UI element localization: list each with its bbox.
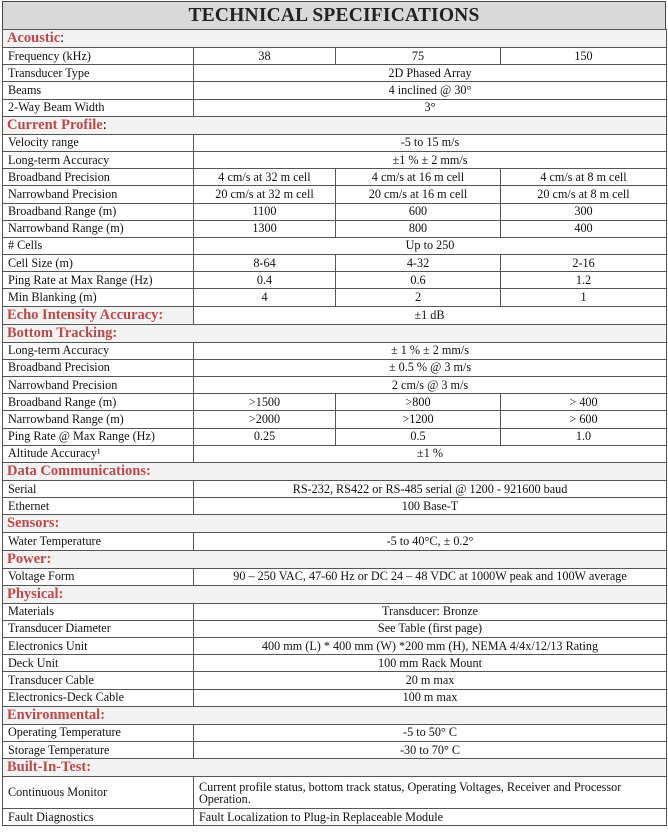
spec-label: Ethernet xyxy=(3,498,194,515)
section-title xyxy=(3,462,667,480)
spec-row xyxy=(3,620,667,637)
spec-value: 20 cm/s at 8 m cell xyxy=(501,186,667,203)
spec-row xyxy=(3,498,667,515)
spec-value: 600 xyxy=(336,203,501,220)
spec-value: -30 to 70° C xyxy=(194,742,667,759)
spec-label: Transducer Type xyxy=(3,65,194,82)
spec-label: Electronics-Deck Cable xyxy=(3,689,194,706)
spec-value: 0.5 xyxy=(336,428,501,445)
spec-value: See Table (first page) xyxy=(194,620,667,637)
spec-label: Altitude Accuracy¹ xyxy=(3,445,194,462)
spec-row xyxy=(3,48,667,65)
spec-row xyxy=(3,237,667,254)
spec-label: Narrowband Precision xyxy=(3,186,194,203)
spec-value: 100 mm Rack Mount xyxy=(194,655,667,672)
section-header xyxy=(3,515,667,533)
section-header xyxy=(3,324,667,342)
spec-value: ± 1 % ± 2 mm/s xyxy=(194,342,667,359)
spec-value: 1.0 xyxy=(501,428,667,445)
spec-row xyxy=(3,655,667,672)
spec-row xyxy=(3,203,667,220)
spec-value: 4 cm/s at 8 m cell xyxy=(501,169,667,186)
spec-label: Beams xyxy=(3,82,194,99)
spec-label: Electronics Unit xyxy=(3,638,194,655)
spec-value: 90 – 250 VAC, 47-60 Hz or DC 24 – 48 VDC at 1000W peak and 100W average xyxy=(194,568,667,585)
spec-label: Serial xyxy=(3,480,194,497)
section-header xyxy=(3,30,667,48)
section-name: Power: xyxy=(7,550,52,567)
spec-row xyxy=(3,134,667,151)
section-title xyxy=(3,585,667,603)
spec-label: Voltage Form xyxy=(3,568,194,585)
spec-value: 2 cm/s @ 3 m/s xyxy=(194,377,667,394)
spec-value: 150 xyxy=(501,48,667,65)
spec-row xyxy=(3,568,667,585)
section-header xyxy=(3,306,667,324)
section-name: Acoustic xyxy=(7,30,61,46)
spec-row xyxy=(3,638,667,655)
spec-row xyxy=(3,377,667,394)
spec-value: -5 to 40°C, ± 0.2° xyxy=(194,533,667,550)
spec-row xyxy=(3,533,667,550)
spec-label: Continuous Monitor xyxy=(3,777,194,809)
spec-value: -5 to 50° C xyxy=(194,724,667,741)
spec-row xyxy=(3,65,667,82)
section-title xyxy=(3,759,667,777)
spec-value: 0.4 xyxy=(194,272,336,289)
section-value: ±1 dB xyxy=(194,306,667,324)
spec-row xyxy=(3,289,667,306)
spec-value: 20 m max xyxy=(194,672,667,689)
spec-label: Transducer Cable xyxy=(3,672,194,689)
spec-row xyxy=(3,342,667,359)
section-header xyxy=(3,462,667,480)
spec-value: 8-64 xyxy=(194,255,336,272)
spec-label: Broadband Range (m) xyxy=(3,394,194,411)
section-header xyxy=(3,550,667,568)
spec-value: 1.2 xyxy=(501,272,667,289)
spec-row xyxy=(3,411,667,428)
spec-value: > 400 xyxy=(501,394,667,411)
section-colon: : xyxy=(60,30,65,46)
spec-row xyxy=(3,777,667,809)
spec-label: 2-Way Beam Width xyxy=(3,99,194,116)
section-header xyxy=(3,116,667,134)
spec-row xyxy=(3,82,667,99)
spec-row xyxy=(3,428,667,445)
section-name: Physical: xyxy=(7,585,64,602)
spec-row xyxy=(3,359,667,376)
spec-value: >800 xyxy=(336,394,501,411)
spec-value: 100 m max xyxy=(194,689,667,706)
spec-value: ±1 % xyxy=(194,445,667,462)
spec-value: >1500 xyxy=(194,394,336,411)
spec-label: Cell Size (m) xyxy=(3,255,194,272)
section-title xyxy=(3,515,667,533)
spec-value: 2 xyxy=(336,289,501,306)
spec-label: Narrowband Range (m) xyxy=(3,411,194,428)
spec-value: 400 mm (L) * 400 mm (W) *200 mm (H), NEMA 4/4x/12/13 Rating xyxy=(194,638,667,655)
spec-label: Materials xyxy=(3,603,194,620)
section-name: Sensors: xyxy=(7,515,60,532)
spec-value: 100 Base-T xyxy=(194,498,667,515)
spec-row xyxy=(3,445,667,462)
spec-value: >2000 xyxy=(194,411,336,428)
spec-value: RS-232, RS422 or RS-485 serial @ 1200 - 921600 baud xyxy=(194,480,667,497)
spec-label: Broadband Precision xyxy=(3,169,194,186)
spec-row xyxy=(3,672,667,689)
spec-table xyxy=(2,29,667,826)
spec-row xyxy=(3,186,667,203)
section-header xyxy=(3,585,667,603)
section-title xyxy=(3,116,667,134)
spec-label: Ping Rate at Max Range (Hz) xyxy=(3,272,194,289)
spec-value: 4 inclined @ 30° xyxy=(194,82,667,99)
spec-label: Narrowband Precision xyxy=(3,377,194,394)
spec-row xyxy=(3,394,667,411)
spec-row xyxy=(3,151,667,168)
spec-row xyxy=(3,255,667,272)
spec-label: Transducer Diameter xyxy=(3,620,194,637)
spec-value: 4 xyxy=(194,289,336,306)
spec-label: Ping Rate @ Max Range (Hz) xyxy=(3,428,194,445)
spec-value: 0.25 xyxy=(194,428,336,445)
spec-row xyxy=(3,480,667,497)
section-title xyxy=(3,706,667,724)
spec-label: Long-term Accuracy xyxy=(3,342,194,359)
section-title xyxy=(3,30,667,48)
spec-value: 300 xyxy=(501,203,667,220)
spec-row xyxy=(3,689,667,706)
section-name: Built-In-Test: xyxy=(7,759,92,776)
spec-value: 4 cm/s at 32 m cell xyxy=(194,169,336,186)
spec-value: ± 0.5 % @ 3 m/s xyxy=(194,359,667,376)
spec-value: ±1 % ± 2 mm/s xyxy=(194,151,667,168)
section-title xyxy=(3,324,667,342)
page-title: TECHNICAL SPECIFICATIONS xyxy=(2,1,666,29)
spec-label: Deck Unit xyxy=(3,655,194,672)
spec-label: Operating Temperature xyxy=(3,724,194,741)
spec-value: 400 xyxy=(501,220,667,237)
spec-label: Broadband Precision xyxy=(3,359,194,376)
spec-label: Min Blanking (m) xyxy=(3,289,194,306)
spec-row xyxy=(3,99,667,116)
spec-label: Long-term Accuracy xyxy=(3,151,194,168)
spec-row xyxy=(3,724,667,741)
section-header xyxy=(3,759,667,777)
spec-value: 1300 xyxy=(194,220,336,237)
spec-value: 2D Phased Array xyxy=(194,65,667,82)
spec-value: 75 xyxy=(336,48,501,65)
spec-value: 20 cm/s at 16 m cell xyxy=(336,186,501,203)
section-name: Environmental: xyxy=(7,706,106,723)
section-colon: : xyxy=(102,116,107,133)
section-title xyxy=(3,550,667,568)
spec-row xyxy=(3,742,667,759)
spec-label: Narrowband Range (m) xyxy=(3,220,194,237)
spec-row xyxy=(3,603,667,620)
spec-label: # Cells xyxy=(3,237,194,254)
spec-value: -5 to 15 m/s xyxy=(194,134,667,151)
spec-value: 2-16 xyxy=(501,255,667,272)
spec-label: Broadband Range (m) xyxy=(3,203,194,220)
spec-value: 1 xyxy=(501,289,667,306)
section-header xyxy=(3,706,667,724)
spec-value: 800 xyxy=(336,220,501,237)
spec-value: Up to 250 xyxy=(194,237,667,254)
spec-value: 3° xyxy=(194,99,667,116)
spec-value: Fault Localization to Plug-in Replaceable Module xyxy=(194,809,667,826)
spec-sheet xyxy=(2,1,666,826)
spec-value: 4 cm/s at 16 m cell xyxy=(336,169,501,186)
spec-label: Frequency (kHz) xyxy=(3,48,194,65)
spec-value: 20 cm/s at 32 m cell xyxy=(194,186,336,203)
spec-value: >1200 xyxy=(336,411,501,428)
section-title: Echo Intensity Accuracy: xyxy=(3,306,194,324)
spec-value: 0.6 xyxy=(336,272,501,289)
spec-row xyxy=(3,169,667,186)
section-name: Data Communications: xyxy=(7,462,151,479)
spec-row xyxy=(3,809,667,826)
spec-label: Fault Diagnostics xyxy=(3,809,194,826)
spec-label: Water Temperature xyxy=(3,533,194,550)
spec-value: Transducer: Bronze xyxy=(194,603,667,620)
section-name: Current Profile xyxy=(7,116,103,133)
spec-value: Current profile status, bottom track status, Operating Voltages, Receiver and Processor Operation. xyxy=(194,777,667,809)
spec-value: 38 xyxy=(194,48,336,65)
spec-row xyxy=(3,220,667,237)
spec-label: Storage Temperature xyxy=(3,742,194,759)
section-name: Bottom Tracking: xyxy=(7,324,118,341)
spec-label: Velocity range xyxy=(3,134,194,151)
spec-value: > 600 xyxy=(501,411,667,428)
spec-value: 4-32 xyxy=(336,255,501,272)
spec-row xyxy=(3,272,667,289)
spec-value: 1100 xyxy=(194,203,336,220)
